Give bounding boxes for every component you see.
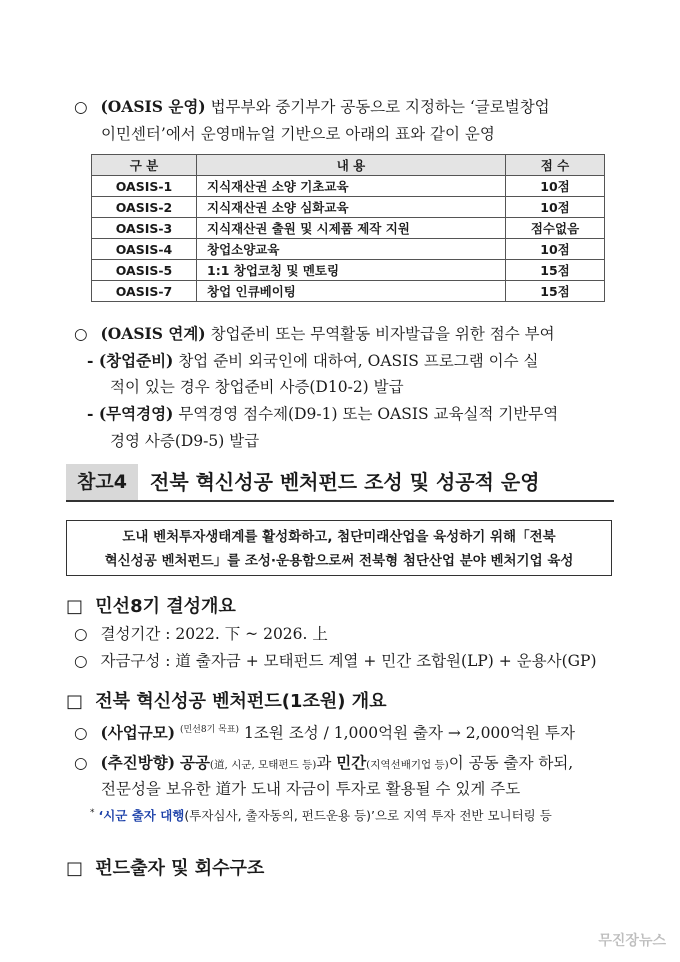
fund-direction-label: (추진방향) [100,753,176,772]
square-bullet-icon: □ [66,858,84,879]
startup-prep-line1 [87,350,539,372]
square-bullet-icon: □ [66,596,84,617]
summary-box [66,520,612,576]
min8-funding-text: 자금구성 : 道 출자금 + 모태펀드 계열 + 민간 조합원(LP) + 운용사(GP) [100,652,597,670]
fund-direction-private: 민간 [336,753,367,772]
bullet-circle: ○ [74,724,88,743]
bullet-circle: ○ [74,754,88,772]
row-code: OASIS-5 [92,260,197,281]
bullet-circle: ○ [74,625,88,643]
row-content: 창업소양교육 [197,239,506,260]
bullet-circle: ○ [74,98,88,116]
oasis-link-text: 창업준비 또는 무역활동 비자발급을 위한 점수 부여 [205,325,555,343]
row-code: OASIS-4 [92,239,197,260]
oasis-table [91,154,605,302]
fund-direction-rest: 이 공동 출자 하되, [448,754,574,772]
row-content: 1:1 창업코칭 및 멘토링 [197,260,506,281]
min8-item-period [74,623,328,645]
row-content: 지식재산권 소양 심화교육 [197,197,506,218]
fund-scale-text: 1조원 조성 / 1,000억원 출자 → 2,000억원 투자 [239,724,575,743]
heading-min8-title: 민선8기 결성개요 [95,596,236,617]
row-content: 지식재산권 소양 기초교육 [197,176,506,197]
row-score: 10점 [506,176,605,197]
heading-fund-title: 전북 혁신성공 벤처펀드(1조원) 개요 [95,691,387,712]
oasis-operation-text1: 법무부와 중기부가 공동으로 지정하는 ‘글로벌창업 [205,98,550,116]
trade-mgmt-text: 무역경영 점수제(D9-1) 또는 OASIS 교육실적 기반무역 [173,405,559,423]
row-score: 10점 [506,239,605,260]
oasis-operation-line1 [74,96,550,118]
row-score: 10점 [506,197,605,218]
fund-scale-label: (사업규모) [100,723,176,743]
fund-direction-public-note: (道, 시군, 모태펀드 등) [209,759,317,771]
table-row [92,281,605,302]
fund-direction-line2: 전문성을 보유한 道가 도내 자금이 투자로 활용될 수 있게 주도 [101,780,521,798]
startup-prep-label: - (창업준비) [87,351,174,370]
min8-period-text: 결성기간 : 2022. 下 ~ 2026. 上 [100,625,328,643]
header-content: 내 용 [197,155,506,176]
trade-mgmt-label: - (무역경영) [87,404,174,423]
trade-mgmt-line2: 경영 사증(D9-5) 발급 [110,432,260,450]
row-content: 창업 인큐베이팅 [197,281,506,302]
oasis-link-line [74,323,555,345]
summary-line2: 혁신성공 벤처펀드」를 조성·운용함으로써 전북형 첨단산업 분야 벤처기업 육성 [104,553,574,569]
table-header-row [92,155,605,176]
fund-scale-line [74,719,575,744]
row-code: OASIS-7 [92,281,197,302]
table-row [92,218,605,239]
square-bullet-icon: □ [66,691,84,712]
fund-direction-line1 [74,752,573,776]
summary-line1: 도내 벤처투자생태계를 활성화하고, 첨단미래산업을 육성하기 위해「전북 [122,529,556,545]
heading-fund [66,687,387,713]
row-score: 15점 [506,281,605,302]
row-score: 점수없음 [506,218,605,239]
header-category: 구 분 [92,155,197,176]
row-code: OASIS-1 [92,176,197,197]
row-content: 지식재산권 출원 및 시제품 제작 지원 [197,218,506,239]
oasis-link-label: (OASIS 연계) [100,324,206,343]
table-row [92,239,605,260]
section-title: 전북 혁신성공 벤처펀드 조성 및 성공적 운영 [150,470,540,494]
note-highlight: ‘시군 출자 대행 [98,808,185,823]
table-row [92,176,605,197]
table-row [92,260,605,281]
heading-outflow [66,854,264,880]
row-code: OASIS-2 [92,197,197,218]
heading-outflow-title: 펀드출자 및 회수구조 [95,858,265,879]
note-text: (투자심사, 출자동의, 펀드운용 등)’으로 지역 투자 전반 모니터링 등 [184,808,552,823]
header-score: 점 수 [506,155,605,176]
oasis-operation-label: (OASIS 운영) [100,97,206,116]
table-row [92,197,605,218]
min8-item-funding [74,650,597,672]
section-tag: 참고4 [66,464,138,500]
fund-scale-note: (민선8기 목표) [179,725,240,735]
watermark-logo: 무진장뉴스 [598,933,666,949]
fund-direction-and: 과 [316,754,337,772]
bullet-circle: ○ [74,652,88,670]
note-asterisk: * [90,807,95,818]
fund-note [90,806,552,824]
fund-direction-private-note: (지역선배기업 등) [366,759,449,771]
row-score: 15점 [506,260,605,281]
oasis-operation-line2: 이민센터’에서 운영매뉴얼 기반으로 아래의 표와 같이 운영 [101,125,495,143]
heading-min8 [66,592,236,618]
trade-mgmt-line1 [87,403,558,425]
fund-direction-public: 공공 [179,753,210,772]
startup-prep-text: 창업 준비 외국인에 대하여, OASIS 프로그램 이수 실 [173,352,539,370]
section-divider [66,500,614,502]
startup-prep-line2: 적이 있는 경우 창업준비 사증(D10-2) 발급 [110,378,404,396]
bullet-circle: ○ [74,325,88,343]
row-code: OASIS-3 [92,218,197,239]
